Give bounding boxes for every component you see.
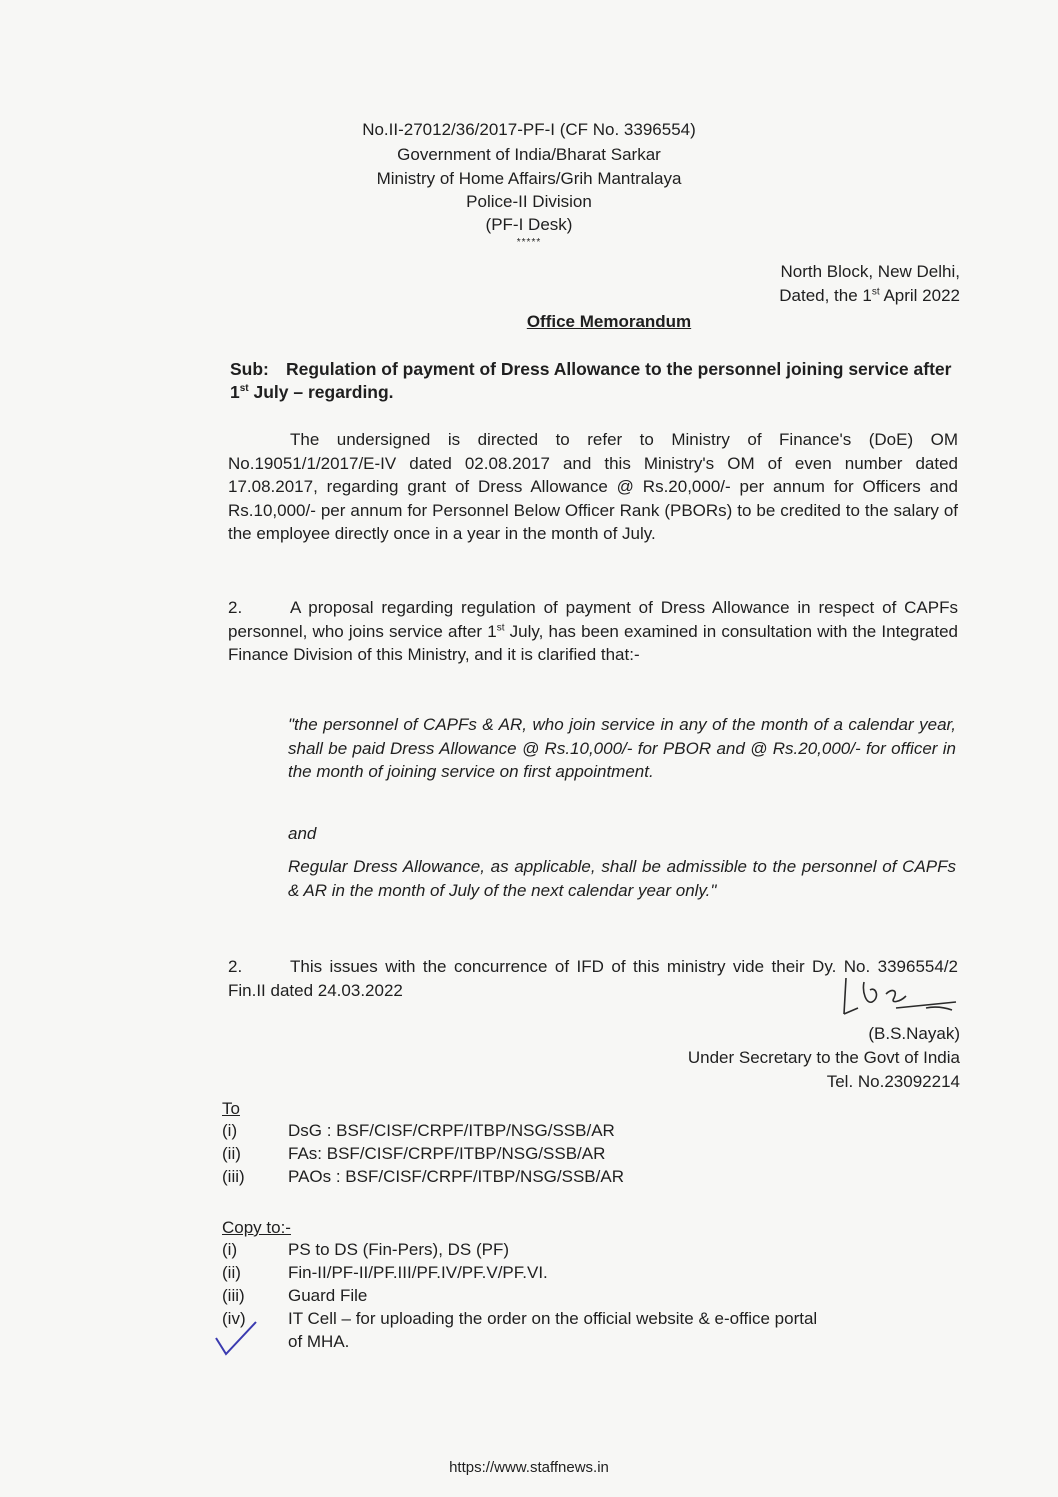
govt-line: Government of India/Bharat Sarkar (397, 145, 661, 164)
copy-item (222, 1240, 510, 1263)
date-line (779, 286, 960, 306)
subject-label: Sub: (230, 359, 269, 379)
to-item-num: (i) (222, 1121, 238, 1140)
copy-item-num: (ii) (222, 1263, 241, 1282)
to-item-text: PAOs : BSF/CISF/CRPF/ITBP/NSG/SSB/AR (288, 1167, 624, 1186)
to-section (222, 1099, 624, 1190)
to-item-text: FAs: BSF/CISF/CRPF/ITBP/NSG/SSB/AR (288, 1144, 606, 1163)
copy-item-num: (i) (222, 1240, 238, 1259)
place-line: North Block, New Delhi, (780, 262, 960, 281)
signatory-name: (B.S.Nayak) (868, 1024, 960, 1043)
to-item (222, 1144, 606, 1167)
desk-line: (PF-I Desk) (485, 215, 573, 234)
quote-and: and (288, 824, 317, 843)
date-sup: st (871, 286, 880, 298)
subject (230, 358, 960, 404)
copy-heading: Copy to:- (222, 1218, 291, 1237)
copy-item-text: PS to DS (Fin-Pers), DS (PF) (288, 1240, 510, 1259)
quote-2: Regular Dress Allowance, as applicable, shall be admissible to the personnel of CAPFs & AR in the month of July of the next calendar year only." (288, 857, 956, 900)
para3-num: 2. (228, 957, 243, 976)
signatory-tel: Tel. No.23092214 (826, 1072, 960, 1091)
title-text: Office Memorandum (526, 312, 692, 331)
date-suffix: April 2022 (879, 286, 960, 305)
to-item-text: DsG : BSF/CISF/CRPF/ITBP/NSG/SSB/AR (288, 1121, 615, 1140)
to-item (222, 1167, 624, 1190)
para2-sup: st (496, 621, 505, 633)
copy-item (222, 1263, 548, 1286)
subject-sup: st (239, 383, 249, 395)
copy-item-text: of MHA. (288, 1332, 350, 1351)
paragraph-2 (228, 596, 958, 667)
para2-text1: A proposal regarding regulation of payment of Dress Allowance in respect of CAPFs personnel, who joins service after 1 (228, 598, 958, 641)
file-number: No.II-27012/36/2017-PF-I (CF No. 3396554) (362, 120, 696, 139)
copy-item-num: (iv) (222, 1309, 246, 1328)
copy-item (222, 1286, 368, 1309)
signatory-designation: Under Secretary to the Govt of India (687, 1048, 960, 1067)
footer-url[interactable]: https://www.staffnews.in (449, 1459, 609, 1476)
para2-text2: July, has been examined in consultation with the Integrated Finance Division of this Ministry, and it is clarified that:- (228, 621, 958, 664)
para2-num: 2. (228, 598, 243, 617)
to-heading: To (222, 1099, 240, 1118)
date-prefix: Dated, the 1 (779, 286, 872, 305)
paragraph-1: The undersigned is directed to refer to Ministry of Finance's (DoE) OM No.19051/1/2017/E-IV dated 02.08.2017 and this Ministry's OM of even number dated 17.08.2017, regarding grant of Dress Allowance @ Rs.20,000/- per annum for Officers and Rs.10,000/- per annum for Personnel Below Officer Rank (PBORs) to be credited to the salary of the employee directly once in a year in the month of July. (228, 430, 958, 543)
copy-item-num: (iii) (222, 1286, 245, 1305)
stars-separator: ***** (516, 237, 542, 248)
para3-text: This issues with the concurrence of IFD of this ministry vide their Dy. No. 3396554/2 Fin.II dated 24.03.2022 (228, 957, 958, 1000)
division-line: Police-II Division (466, 192, 592, 211)
ministry-line: Ministry of Home Affairs/Grih Mantralaya (376, 169, 682, 188)
copy-item-text: IT Cell – for uploading the order on the official website & e-office portal (288, 1309, 818, 1328)
quote-1: "the personnel of CAPFs & AR, who join service in any of the month of a calendar year, shall be paid Dress Allowance @ Rs.10,000/- for PBOR and @ Rs.20,000/- for officer in the month of joining service on first appointment. (288, 715, 956, 781)
copy-item-text: Fin-II/PF-II/PF.III/PF.IV/PF.V/PF.VI. (288, 1263, 548, 1282)
to-item (222, 1121, 615, 1144)
to-item-num: (iii) (222, 1167, 245, 1186)
subject-text2: July – regarding. (248, 382, 394, 402)
to-item-num: (ii) (222, 1144, 241, 1163)
document-title (80, 312, 1058, 332)
tick-mark (212, 1318, 262, 1358)
copy-item-text: Guard File (288, 1286, 368, 1305)
signature-mark (836, 972, 966, 1032)
subject-text1: Regulation of payment of Dress Allowance to the personnel joining service after 1 (230, 359, 952, 402)
